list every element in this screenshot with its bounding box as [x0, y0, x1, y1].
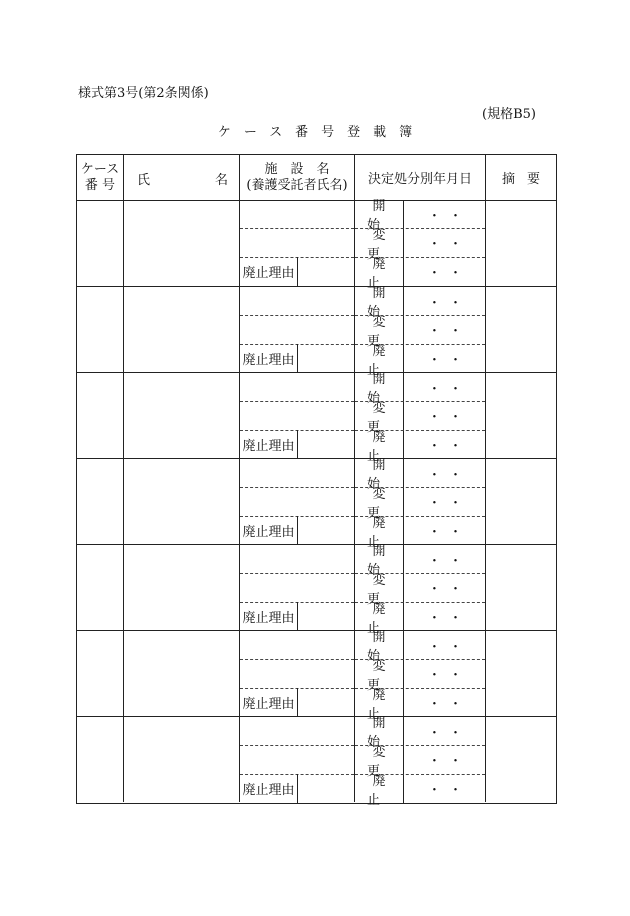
decision-date-field[interactable]: ・ ・ — [427, 668, 463, 683]
decision-dates-cell — [355, 630, 486, 722]
notes-header-label: 摘要 — [501, 172, 552, 187]
decision-type-label: 変更 — [355, 228, 404, 257]
dashed-divider — [240, 315, 354, 316]
decision-type-label: 変更 — [355, 745, 404, 774]
decision-type-label: 廃止 — [355, 257, 404, 286]
dashed-divider — [355, 430, 485, 431]
decision-date-field[interactable]: ・ ・ — [427, 295, 463, 311]
decision-dates-cell — [355, 544, 486, 636]
record-row — [77, 372, 556, 464]
record-row — [77, 458, 556, 550]
name-header — [124, 155, 240, 200]
notes-cell[interactable] — [486, 373, 556, 458]
abolish-reason-label: 廃止理由 — [240, 602, 298, 631]
case-number-cell[interactable] — [77, 631, 124, 716]
dashed-divider — [355, 228, 485, 229]
dashed-divider — [240, 401, 354, 402]
notes-cell[interactable] — [486, 200, 556, 286]
decision-type-label: 廃止 — [355, 774, 404, 803]
facility-header-line2: (養護受託者氏名) — [246, 177, 348, 193]
facility-cell[interactable] — [240, 373, 355, 458]
form-number-label: 様式第3号(第2条関係) — [78, 86, 209, 101]
case-number-cell[interactable] — [77, 200, 124, 286]
decision-type-label: 変更 — [355, 401, 404, 430]
case-number-cell[interactable] — [77, 545, 124, 630]
dashed-divider — [240, 745, 354, 746]
name-cell[interactable] — [124, 459, 240, 544]
decision-date-field[interactable]: ・ ・ — [427, 266, 463, 281]
facility-header — [240, 155, 355, 200]
abolish-reason-label: 廃止理由 — [240, 688, 298, 717]
decision-date-field[interactable]: ・ ・ — [427, 208, 463, 224]
decision-row — [355, 773, 485, 808]
decision-type-label: 開始 — [355, 631, 404, 659]
decision-date-field[interactable]: ・ ・ — [427, 783, 463, 798]
abolish-reason-label: 廃止理由 — [240, 774, 298, 803]
dashed-divider — [355, 573, 485, 574]
facility-cell[interactable] — [240, 459, 355, 544]
notes-cell[interactable] — [486, 631, 556, 716]
dashed-divider — [240, 659, 354, 660]
decision-type-label: 開始 — [355, 373, 404, 401]
decision-date-field[interactable]: ・ ・ — [427, 353, 463, 368]
record-row — [77, 544, 556, 636]
name-header-part1: 氏 — [137, 173, 151, 188]
case-header-line1: ケース — [80, 161, 120, 177]
abolish-reason-label: 廃止理由 — [240, 516, 298, 545]
record-row — [77, 286, 556, 378]
decision-type-label: 開始 — [355, 200, 404, 228]
page-title: ケース番号登載簿 — [217, 125, 426, 140]
dashed-divider — [355, 487, 485, 488]
notes-cell[interactable] — [486, 717, 556, 802]
case-number-header — [77, 155, 124, 200]
facility-cell[interactable] — [240, 631, 355, 716]
decision-type-label: 変更 — [355, 573, 404, 602]
facility-cell[interactable] — [240, 717, 355, 802]
abolish-reason-label: 廃止理由 — [240, 430, 298, 459]
decision-type-label: 廃止 — [355, 344, 404, 373]
dashed-divider — [355, 315, 485, 316]
name-cell[interactable] — [124, 287, 240, 372]
decision-date-field[interactable]: ・ ・ — [427, 496, 463, 511]
name-cell[interactable] — [124, 631, 240, 716]
decision-type-label: 廃止 — [355, 602, 404, 631]
decision-type-label: 開始 — [355, 459, 404, 487]
decision-type-label: 変更 — [355, 659, 404, 688]
decision-date-field[interactable]: ・ ・ — [427, 697, 463, 712]
notes-cell[interactable] — [486, 459, 556, 544]
dashed-divider — [355, 344, 485, 345]
name-cell[interactable] — [124, 373, 240, 458]
decision-type-label: 開始 — [355, 545, 404, 573]
decision-date-field[interactable]: ・ ・ — [427, 725, 463, 741]
facility-header-line1: 施 設 名 — [264, 161, 330, 177]
decision-type-label: 廃止 — [355, 516, 404, 545]
dashed-divider — [355, 257, 485, 258]
dashed-divider — [355, 745, 485, 746]
abolish-reason-label: 廃止理由 — [240, 257, 298, 286]
facility-cell[interactable] — [240, 287, 355, 372]
decision-date-field[interactable]: ・ ・ — [427, 754, 463, 769]
decision-type-label: 開始 — [355, 287, 404, 315]
dashed-divider — [355, 401, 485, 402]
notes-cell[interactable] — [486, 287, 556, 372]
record-row — [77, 199, 556, 291]
case-number-cell[interactable] — [77, 373, 124, 458]
decision-dates-cell — [355, 199, 486, 291]
name-cell[interactable] — [124, 200, 240, 286]
dashed-divider — [355, 774, 485, 775]
decision-type-label: 変更 — [355, 487, 404, 516]
decision-date-field[interactable]: ・ ・ — [427, 381, 463, 397]
decision-date-field[interactable]: ・ ・ — [427, 582, 463, 597]
decision-date-header — [355, 155, 486, 200]
decision-dates-cell — [355, 372, 486, 464]
dashed-divider — [355, 659, 485, 660]
decision-date-field[interactable]: ・ ・ — [427, 525, 463, 540]
case-number-cell[interactable] — [77, 459, 124, 544]
name-cell[interactable] — [124, 717, 240, 802]
dashed-divider — [240, 573, 354, 574]
decision-date-field[interactable]: ・ ・ — [427, 611, 463, 626]
facility-cell[interactable] — [240, 200, 355, 286]
notes-cell[interactable] — [486, 545, 556, 630]
decision-date-field[interactable]: ・ ・ — [427, 237, 463, 252]
record-row — [77, 716, 556, 808]
abolish-reason-label: 廃止理由 — [240, 344, 298, 373]
dashed-divider — [355, 602, 485, 603]
decision-dates-cell — [355, 286, 486, 378]
case-register-table — [76, 154, 557, 808]
case-header-line2: 番 号 — [84, 177, 116, 193]
decision-dates-cell — [355, 458, 486, 550]
dashed-divider — [355, 688, 485, 689]
notes-header — [486, 155, 556, 200]
case-number-cell[interactable] — [77, 717, 124, 802]
decision-date-field[interactable]: ・ ・ — [427, 639, 463, 655]
decision-dates-cell — [355, 716, 486, 808]
decision-date-field[interactable]: ・ ・ — [427, 410, 463, 425]
facility-cell[interactable] — [240, 545, 355, 630]
decision-date-field[interactable]: ・ ・ — [427, 553, 463, 569]
decision-date-field[interactable]: ・ ・ — [427, 439, 463, 454]
decision-type-label: 廃止 — [355, 430, 404, 459]
decision-type-label: 開始 — [355, 717, 404, 745]
dashed-divider — [355, 516, 485, 517]
decision-header-label: 決定処分別年月日 — [367, 172, 472, 187]
name-cell[interactable] — [124, 545, 240, 630]
decision-type-label: 変更 — [355, 315, 404, 344]
name-header-part2: 名 — [214, 173, 228, 188]
decision-date-field[interactable]: ・ ・ — [427, 467, 463, 483]
paper-size-label: (規格B5) — [482, 107, 536, 122]
record-row — [77, 630, 556, 722]
decision-date-field[interactable]: ・ ・ — [427, 324, 463, 339]
decision-type-label: 廃止 — [355, 688, 404, 717]
case-number-cell[interactable] — [77, 287, 124, 372]
dashed-divider — [240, 487, 354, 488]
dashed-divider — [240, 228, 354, 229]
